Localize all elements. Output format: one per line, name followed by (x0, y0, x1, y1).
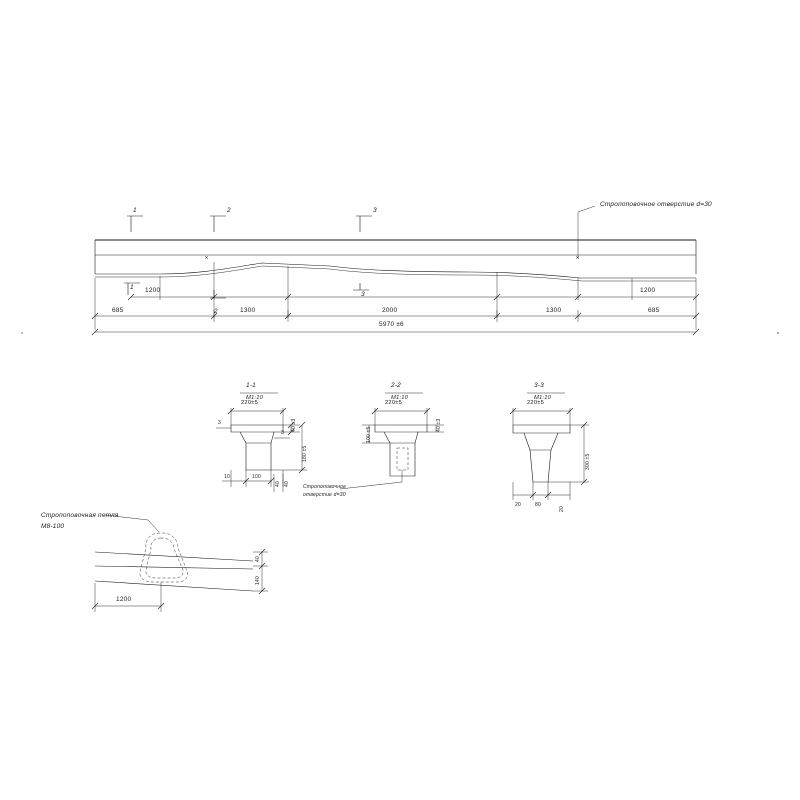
loop-dim-40-label: 40 (255, 556, 261, 562)
section1-dim-40c-label: 40 (284, 481, 290, 487)
section3-top-width-label: 220±5 (527, 400, 545, 406)
section2-hole-note-line1: Стропоповочное (303, 484, 347, 490)
section3-dim-20-right-label: 20 (559, 506, 565, 512)
section1-dim-180-label: 180 ±5 (302, 445, 308, 462)
section3-ext-right (548, 425, 589, 482)
section-mark-1-upper (127, 216, 143, 232)
section2-scale: М1:10 (391, 395, 409, 401)
section3-ext-bottom (513, 482, 570, 500)
section3-title: 3-3 (534, 382, 544, 389)
section3-outline (513, 425, 570, 482)
hole-note-top: Стропоповочное отверстие d=30 (600, 201, 712, 208)
section1-dim-10-label: 10 (224, 474, 230, 480)
dim-label-1200-left: 1200 (145, 287, 161, 294)
loop-note-line2: М8-100 (41, 523, 65, 530)
section2-hole-note-line2: отверстие d=30 (303, 492, 346, 498)
section1-scale: М1:10 (246, 395, 264, 401)
section-mark-2-upper (210, 216, 226, 232)
section1-dim-3-left-label: 3 (218, 420, 221, 426)
dim-label-1300-right: 1300 (546, 307, 562, 314)
lift-hole-marker-left (205, 256, 208, 259)
section-mark-label-2-lower: 2 (214, 308, 218, 315)
section3-dim-20-left-label: 20 (515, 502, 521, 508)
lift-hole-marker-right (576, 256, 579, 259)
section1-ext-top (231, 408, 283, 425)
section2-outline (375, 425, 427, 476)
section-mark-label-1-upper: 1 (133, 207, 137, 214)
dim-label-overall: 5970 ±6 (379, 321, 404, 328)
loop-detail-top-edge (95, 552, 253, 561)
section2-dim-40-label: 40 ±3 (436, 418, 442, 432)
section-mark-3-lower (353, 283, 369, 290)
section1-top-width-label: 220±5 (241, 400, 259, 406)
section2-dim-100-label: 100 ±5 (366, 426, 372, 443)
section-mark-3-upper (356, 216, 372, 232)
section2-top-width-label: 220±5 (385, 400, 403, 406)
section-mark-label-2-upper: 2 (227, 207, 231, 214)
registration-dot-right (777, 332, 778, 333)
section2-title: 2-2 (391, 382, 401, 389)
loop-note-line1: Стропоповочная петля (41, 512, 119, 519)
section1-dim-40b-label: 40 (275, 481, 281, 487)
loop-detail-mid-edge (95, 566, 253, 569)
loop-dim-140-label: 140 (255, 576, 261, 585)
dim-label-1300-left: 1300 (240, 307, 256, 314)
dim-label-685-right: 685 (648, 307, 660, 314)
section-mark-label-3-lower: 3 (361, 291, 365, 298)
section1-dim-40-label: 40 ±3 (291, 418, 297, 432)
section3-dim-300-label: 300 ±5 (585, 453, 591, 470)
section3-ext-top (513, 408, 570, 425)
dim-label-1200-right: 1200 (640, 287, 656, 294)
dim-label-685-left: 685 (112, 307, 124, 314)
section1-dim-100-label: 100 (252, 474, 261, 480)
section2-hole (397, 448, 408, 470)
section-mark-label-1-lower: 1 (130, 284, 134, 291)
loop-dim-1200-label: 1200 (116, 596, 132, 603)
section2-ext-top (375, 408, 427, 425)
section1-dim-3-right-label: 3 (281, 430, 284, 436)
loop-outline-outer (140, 533, 188, 582)
section1-outline (231, 425, 283, 470)
beam-bottom-profile (95, 263, 696, 278)
section-mark-label-3-upper: 3 (373, 207, 377, 214)
section3-scale: М1:10 (534, 395, 552, 401)
hole-note-leader (578, 206, 595, 258)
section1-title: 1-1 (246, 382, 256, 389)
section2-hole-leader (340, 470, 402, 489)
dim-label-2000: 2000 (382, 307, 398, 314)
loop-detail-bottom-edge (95, 581, 253, 591)
beam-bottom-profile-secondary (95, 266, 696, 281)
section3-dim-80-label: 80 (535, 502, 541, 508)
registration-dot-left (21, 332, 22, 333)
